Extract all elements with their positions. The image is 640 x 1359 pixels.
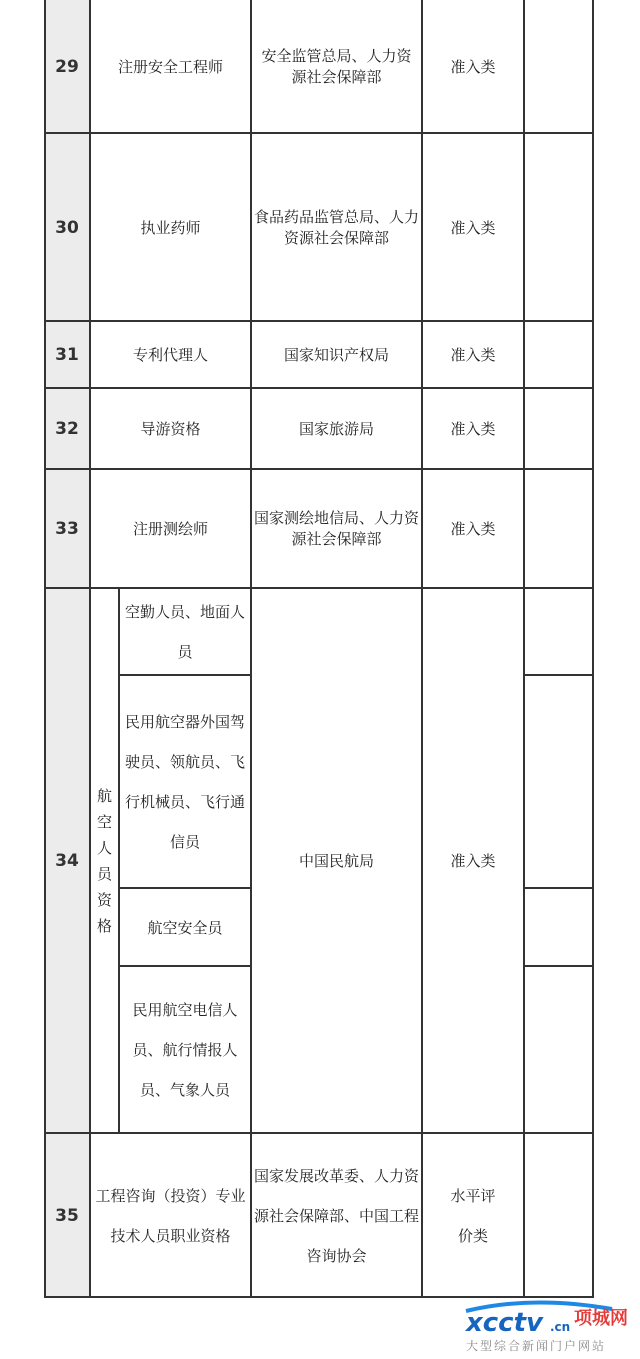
row-number: 33 (44, 470, 90, 588)
vertical-char: 资 (96, 891, 112, 909)
grid-line (44, 132, 594, 134)
qualification-name: 注册安全工程师 (117, 57, 223, 76)
grid-line (421, 0, 423, 1298)
qualification-name: 导游资格 (140, 420, 201, 438)
row-number: 32 (44, 389, 90, 469)
department: 食品药品监管总局、人力资源社会保障部 (253, 207, 419, 247)
grid-line (44, 587, 594, 589)
site-name: 项城网 (574, 1308, 628, 1329)
sub-qualification: 空勤人员、地面人员 (124, 603, 245, 661)
sub-qualification: 民用航空电信人员、航行情报人员、气象人员 (132, 1001, 238, 1099)
grid-line (118, 589, 120, 1133)
vertical-char: 空 (96, 813, 112, 831)
department: 安全监管总局、人力资源社会保障部 (261, 46, 412, 86)
category: 准入类 (450, 218, 496, 237)
category: 准入类 (450, 852, 496, 870)
qualification-name: 工程咨询（投资）专业技术人员职业资格 (95, 1186, 246, 1245)
grid-line (250, 0, 252, 1298)
grid-line (44, 320, 594, 322)
site-slogan: 大型综合新闻门户网站 (466, 1339, 607, 1353)
vertical-char: 员 (96, 865, 112, 883)
vertical-qualification-name (90, 589, 119, 1133)
grid-line (89, 0, 91, 1298)
grid-line (44, 0, 46, 1298)
department: 国家测绘地信局、人力资源社会保障部 (253, 509, 419, 548)
sub-qualification: 民用航空器外国驾驶员、领航员、飞行机械员、飞行通信员 (124, 713, 245, 851)
brand-tld: .cn (550, 1320, 571, 1334)
qualification-name: 注册测绘师 (132, 520, 208, 538)
row-number: 34 (44, 589, 90, 1133)
vertical-char: 人 (96, 839, 112, 857)
grid-line (118, 674, 251, 676)
grid-line (118, 965, 251, 967)
qualification-name: 执业药师 (140, 218, 201, 237)
department: 国家知识产权局 (283, 346, 389, 364)
grid-line (523, 0, 525, 1298)
grid-line (523, 965, 594, 967)
category: 水平评价类 (450, 1186, 496, 1245)
grid-line (118, 887, 251, 889)
category: 准入类 (450, 420, 496, 438)
row-number: 31 (44, 322, 90, 388)
department: 国家发展改革委、人力资源社会保障部、中国工程咨询协会 (253, 1166, 419, 1265)
grid-line (523, 674, 594, 676)
category: 准入类 (450, 57, 496, 76)
department: 国家旅游局 (298, 420, 374, 438)
sub-qualification: 航空安全员 (147, 918, 223, 937)
row-number: 35 (44, 1134, 90, 1297)
vertical-char: 航 (96, 787, 112, 805)
category: 准入类 (450, 520, 496, 538)
department: 中国民航局 (298, 852, 374, 870)
category: 准入类 (450, 346, 496, 364)
row-number: 29 (44, 0, 90, 133)
grid-line (523, 887, 594, 889)
grid-line (592, 0, 594, 1298)
brand-text: xcctv (466, 1308, 543, 1338)
vertical-char: 格 (96, 917, 112, 935)
grid-line (44, 1132, 594, 1134)
row-number: 30 (44, 134, 90, 321)
grid-line (44, 387, 594, 389)
grid-line (44, 468, 594, 470)
qualification-name: 专利代理人 (132, 346, 208, 364)
watermark-logo (462, 1297, 640, 1355)
